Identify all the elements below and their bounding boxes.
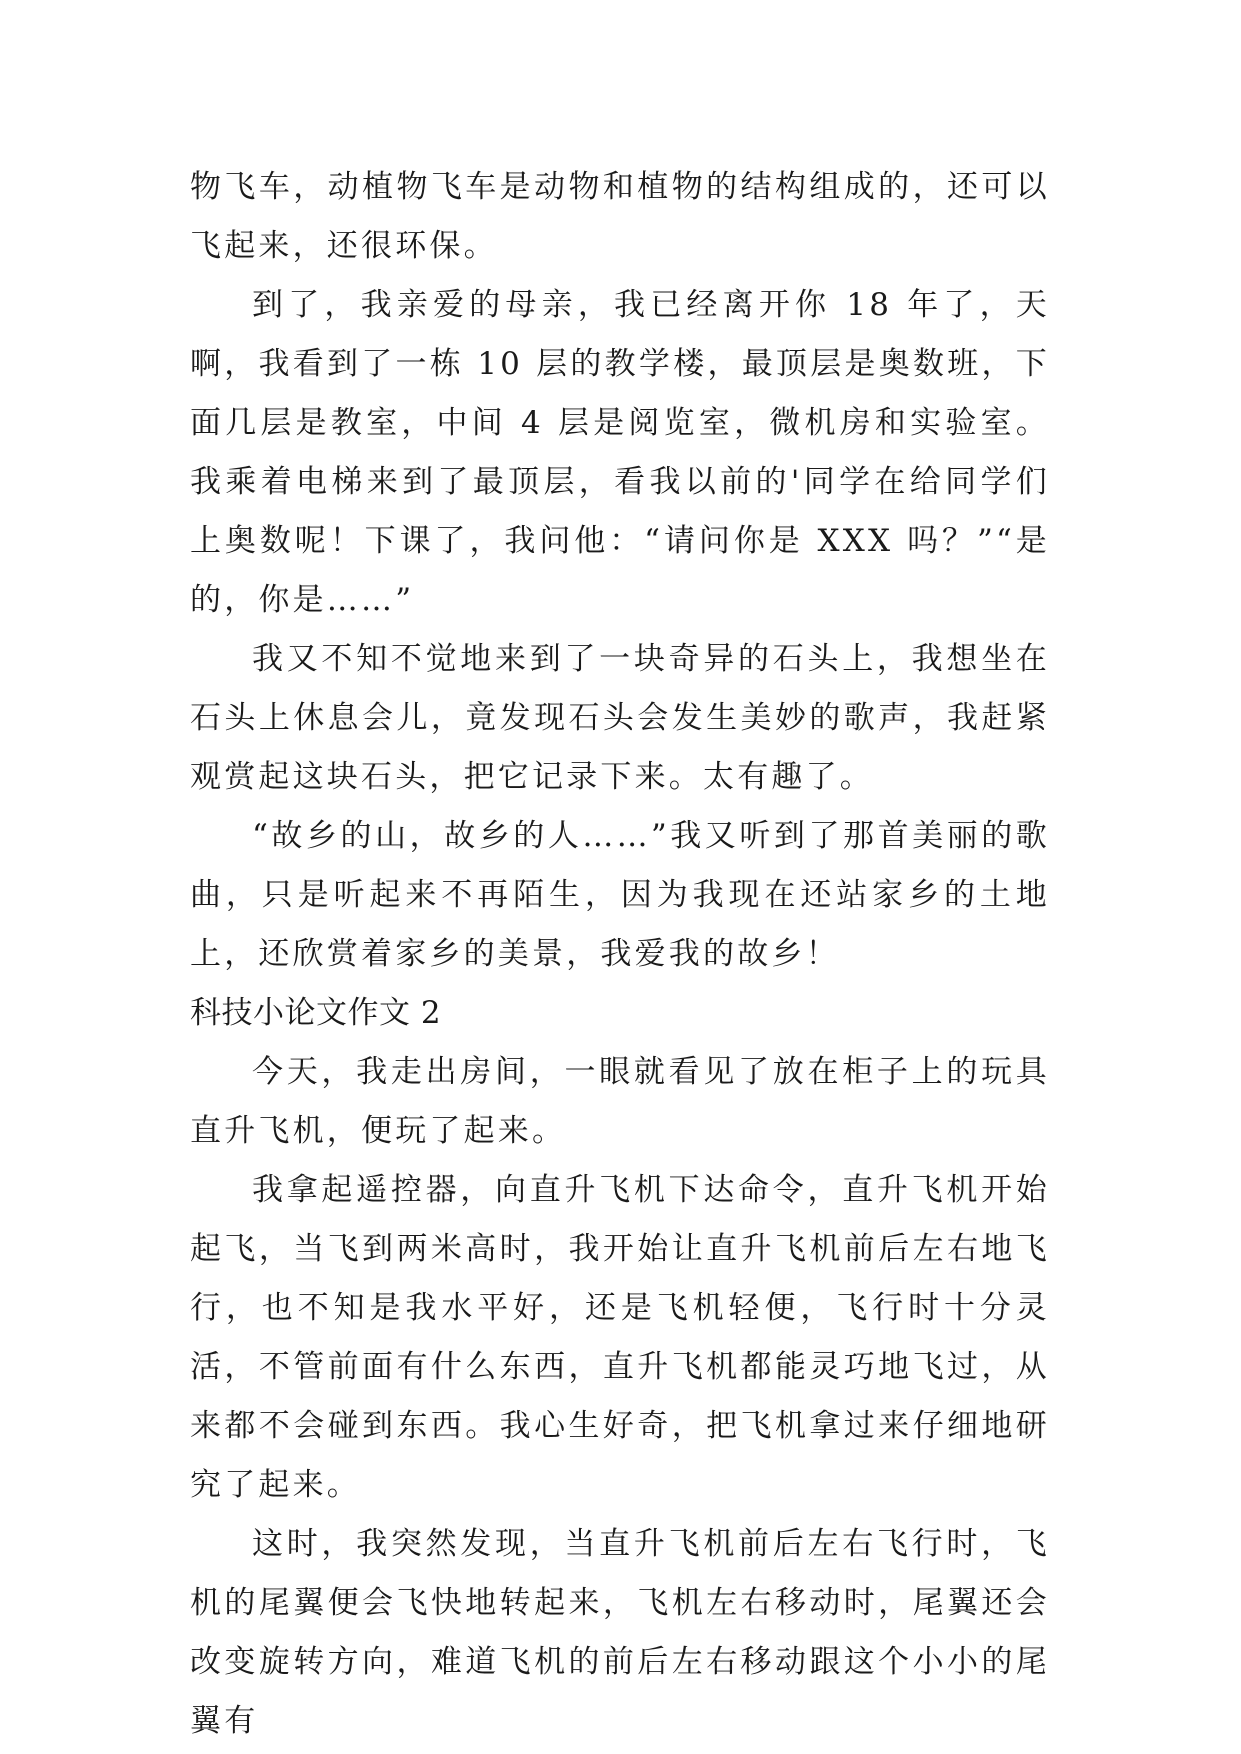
document-body xyxy=(190,158,1050,1751)
paragraph-remote-control: 我拿起遥控器，向直升飞机下达命令，直升飞机开始起飞，当飞到两米高时，我开始让直升飞机前后左右地飞行，也不知是我水平好，还是飞机轻便，飞行时十分灵活，不管前面有什么东西，直升飞机都能灵巧地飞过，从来都不会碰到东西。我心生好奇，把飞机拿过来仔细地研究了起来。 xyxy=(190,1172,1050,1503)
paragraph-tail-rotor: 这时，我突然发现，当直升飞机前后左右飞行时，飞机的尾翼便会飞快地转起来，飞机左右移动时，尾翼还会改变旋转方向，难道飞机的前后左右移动跟这个小小的尾翼有 xyxy=(190,1526,1050,1739)
paragraph-singing-stone: 我又不知不觉地来到了一块奇异的石头上，我想坐在石头上休息会儿，竟发现石头会发生美妙的歌声，我赶紧观赏起这块石头，把它记录下来。太有趣了。 xyxy=(190,641,1050,795)
section-title: 科技小论文作文 2 xyxy=(190,995,442,1031)
paragraph-hometown-song: “故乡的山，故乡的人……”我又听到了那首美丽的歌曲，只是听起来不再陌生，因为我现在还站家乡的土地上，还欣赏着家乡的美景，我爱我的故乡！ xyxy=(190,818,1050,972)
paragraph-toy-helicopter: 今天，我走出房间，一眼就看见了放在柜子上的玩具直升飞机，便玩了起来。 xyxy=(190,1054,1050,1149)
paragraph-continuation: 物飞车，动植物飞车是动物和植物的结构组成的，还可以飞起来，还很环保。 xyxy=(190,169,1050,264)
paragraph-reunion: 到了，我亲爱的母亲，我已经离开你 18 年了，天啊，我看到了一栋 10 层的教学楼，最顶层是奥数班，下面几层是教室，中间 4 层是阅览室，微机房和实验室。我乘着电梯来到了最顶层，看我以前的'同学在给同学们上奥数呢！下课了，我问他：“请问你是 XXX 吗？”“是的，你是……” xyxy=(190,287,1050,618)
